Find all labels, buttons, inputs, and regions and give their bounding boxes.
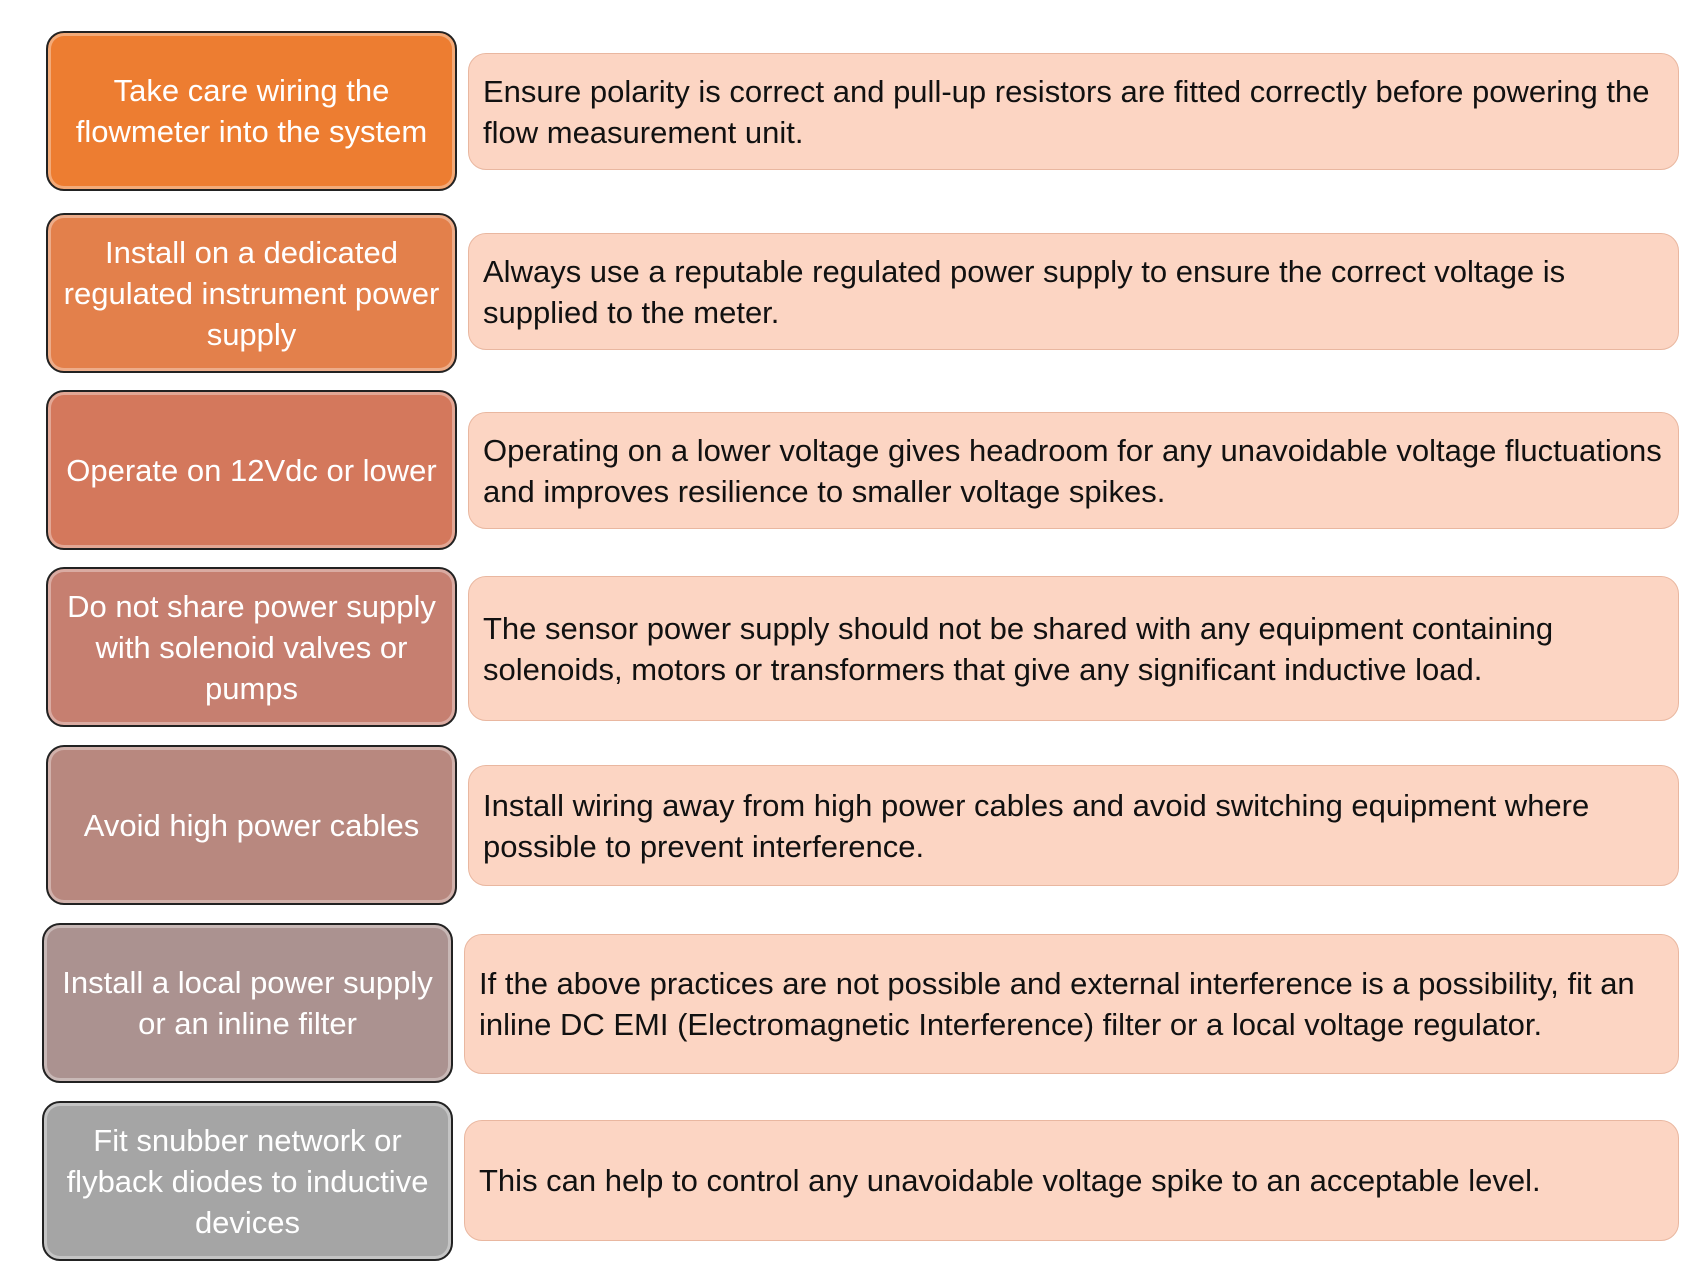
practice-label: Operate on 12Vdc or lower [66,452,437,488]
practice-label: Avoid high power cables [83,807,420,843]
practice-label-box [46,31,457,191]
practice-label: Install a local power supply or an inline filter [62,965,433,1041]
practice-label: Install on a dedicated regulated instrument power supply [63,234,440,352]
practice-label-box [46,390,457,550]
practice-description: The sensor power supply should not be shared with any equipment containing solenoids, motors or transformers that give any significant inductive load. [483,610,1554,687]
practice-description-box [468,765,1679,886]
practice-description: Install wiring away from high power cables and avoid switching equipment where possible to prevent interference. [483,787,1590,864]
practice-description: If the above practices are not possible and external interference is a possibility, fit an inline DC EMI (Electromagnetic Interference) filter or a local voltage regulator. [479,966,1635,1042]
practice-description: Always use a reputable regulated power supply to ensure the correct voltage is supplied to the meter. [483,253,1566,330]
practice-label: Take care wiring the flowmeter into the system [75,73,428,149]
practice-label-box [46,213,457,373]
practice-description: Ensure polarity is correct and pull-up resistors are fitted correctly before powering the flow measurement unit. [483,73,1650,150]
practice-label-box [46,567,457,727]
practice-description-box [464,1120,1679,1241]
practice-label-box [46,745,457,905]
practice-description: This can help to control any unavoidable voltage spike to an acceptable level. [479,1163,1541,1198]
practice-label-box [42,923,453,1083]
practice-label-box [42,1101,453,1261]
practice-description-box [468,576,1679,721]
practice-description-box [468,412,1679,529]
practice-description-box [464,934,1679,1074]
practice-description: Operating on a lower voltage gives headroom for any unavoidable voltage fluctuations and improves resilience to smaller voltage spikes. [483,432,1662,509]
practice-description-box [468,233,1679,350]
practice-label: Do not share power supply with solenoid valves or pumps [67,588,436,706]
practice-label: Fit snubber network or flyback diodes to inductive devices [66,1122,429,1240]
practice-description-box [468,53,1679,170]
